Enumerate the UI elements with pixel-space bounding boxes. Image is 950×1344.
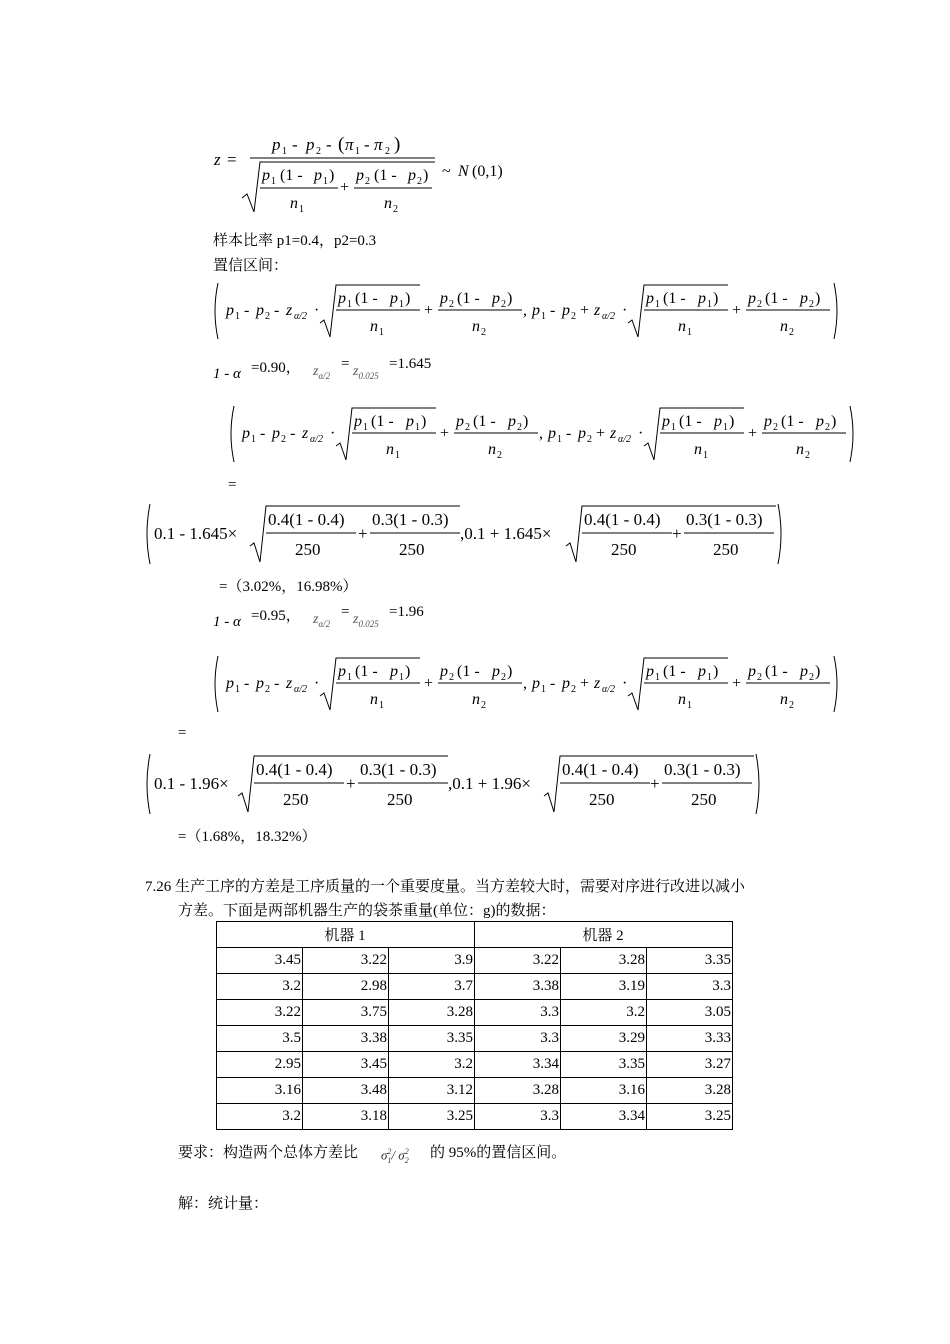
svg-text:(1 -: (1 -: [663, 663, 686, 680]
svg-text:2: 2: [789, 700, 794, 711]
table-cell: 3.38: [303, 1026, 389, 1052]
svg-text:2: 2: [417, 176, 422, 187]
svg-text:p: p: [406, 413, 414, 430]
svg-text:z: z: [610, 425, 617, 442]
svg-text:1: 1: [347, 672, 352, 683]
svg-text:p: p: [508, 413, 516, 430]
svg-text:1: 1: [347, 299, 352, 310]
svg-text:1: 1: [251, 434, 256, 445]
table-cell: 3.3: [475, 1026, 561, 1052]
svg-text:1: 1: [299, 204, 304, 215]
svg-text:2: 2: [281, 434, 286, 445]
table-cell: 3.28: [475, 1078, 561, 1104]
svg-text:·: ·: [622, 675, 628, 692]
svg-text:α/2: α/2: [310, 434, 324, 445]
svg-text:1: 1: [541, 311, 546, 322]
svg-text:(0,1): (0,1): [472, 163, 503, 180]
svg-text:(1 -: (1 -: [765, 663, 788, 680]
table-cell: 3.2: [217, 1104, 303, 1130]
table-cell: 3.45: [303, 1052, 389, 1078]
svg-text:): ): [421, 413, 427, 430]
svg-text:p: p: [492, 663, 500, 680]
svg-text:n: n: [488, 441, 496, 458]
svg-text:1: 1: [379, 327, 384, 338]
svg-text:+: +: [424, 675, 434, 692]
svg-text:(1 -: (1 -: [374, 167, 397, 184]
table-cell: 3.45: [217, 948, 303, 974]
svg-text:-: -: [326, 135, 332, 154]
table-row: [217, 1078, 733, 1104]
table-cell: 3.25: [389, 1104, 475, 1130]
table-cell: 3.75: [303, 1000, 389, 1026]
svg-text:0.4(1 - 0.4): 0.4(1 - 0.4): [268, 510, 345, 529]
svg-text:+: +: [732, 302, 742, 319]
table-cell: 3.3: [475, 1000, 561, 1026]
svg-text:): ): [831, 413, 837, 430]
svg-text:(1 -: (1 -: [280, 167, 303, 184]
svg-text:): ): [405, 290, 411, 307]
svg-text:p: p: [226, 302, 234, 319]
header-machine-1: 机器 1: [217, 922, 475, 948]
ci-label: 置信区间：: [213, 258, 289, 274]
table-cell: 3.5: [217, 1026, 303, 1052]
svg-text:n: n: [678, 691, 686, 708]
table-cell: 3.9: [389, 948, 475, 974]
svg-text:1: 1: [557, 434, 562, 445]
svg-text:(1 -: (1 -: [355, 290, 378, 307]
table-cell: 3.34: [561, 1104, 647, 1130]
alpha-095-line: 1 - α =0.95， $z_{\alpha/2}$ = $z_{0.025}$ =1.96: [213, 604, 424, 630]
table-cell: 3.3: [647, 974, 733, 1000]
svg-text:): ): [713, 663, 719, 680]
svg-text:(: (: [338, 134, 345, 155]
svg-text:250: 250: [283, 790, 309, 809]
svg-text:2: 2: [449, 299, 454, 310]
svg-text:α/2: α/2: [618, 434, 632, 445]
svg-text:-: -: [566, 425, 572, 442]
svg-text:~: ~: [442, 163, 451, 180]
svg-text:2: 2: [316, 146, 321, 157]
ci-formula-3: [210, 652, 842, 718]
svg-text:,: ,: [523, 302, 527, 319]
svg-text:0.4(1 - 0.4): 0.4(1 - 0.4): [562, 760, 639, 779]
svg-text:250: 250: [611, 540, 637, 559]
svg-text:+: +: [346, 774, 356, 793]
svg-text:α/2: α/2: [294, 311, 308, 322]
table-cell: 3.35: [647, 948, 733, 974]
svg-text:1: 1: [707, 299, 712, 310]
table-row: [217, 1052, 733, 1078]
svg-text:z: z: [302, 425, 309, 442]
header-machine-2: 机器 2: [475, 922, 733, 948]
table-cell: 3.38: [475, 974, 561, 1000]
svg-text:250: 250: [713, 540, 739, 559]
svg-text:): ): [713, 290, 719, 307]
svg-text:p: p: [272, 425, 280, 442]
svg-text:(1 -: (1 -: [457, 290, 480, 307]
problem-726-line1: 7.26 生产工序的方差是工序质量的一个重要度量。当方差较大时，需要对序进行改进以减小: [145, 879, 746, 895]
svg-text:): ): [523, 413, 529, 430]
svg-text:+: +: [748, 425, 758, 442]
equals-sign-1: =: [228, 477, 237, 493]
svg-text:1: 1: [395, 450, 400, 461]
svg-text:(1 -: (1 -: [457, 663, 480, 680]
svg-text:2: 2: [265, 311, 270, 322]
table-cell: 3.05: [647, 1000, 733, 1026]
svg-text:2: 2: [481, 327, 486, 338]
result-90: =（3.02%，16.98%）: [219, 579, 358, 595]
svg-text:·: ·: [622, 302, 628, 319]
svg-text:(1 -: (1 -: [355, 663, 378, 680]
result-95: =（1.68%，18.32%）: [178, 829, 317, 845]
svg-text:1: 1: [415, 422, 420, 433]
svg-text:2: 2: [805, 450, 810, 461]
svg-text:0.3(1 - 0.3): 0.3(1 - 0.3): [664, 760, 741, 779]
svg-text:p: p: [306, 135, 315, 154]
svg-text:250: 250: [295, 540, 321, 559]
svg-text:2: 2: [501, 672, 506, 683]
svg-text:n: n: [386, 441, 394, 458]
svg-text:N: N: [458, 163, 469, 180]
table-cell: 3.35: [389, 1026, 475, 1052]
svg-text:p: p: [800, 290, 808, 307]
svg-text:p: p: [646, 290, 654, 307]
table-cell: 3.2: [389, 1052, 475, 1078]
svg-text:+: +: [580, 302, 590, 319]
alpha-090-line: 1 - α =0.90， $z_{\alpha/2}$ = $z_{0.025}$ =1.645: [213, 356, 432, 382]
svg-text:p: p: [562, 675, 570, 692]
svg-text:+: +: [580, 675, 590, 692]
svg-text:z: z: [286, 675, 293, 692]
svg-text:2: 2: [809, 299, 814, 310]
svg-text:+: +: [596, 425, 606, 442]
svg-text:p: p: [390, 290, 398, 307]
table-cell: 3.18: [303, 1104, 389, 1130]
svg-text:n: n: [780, 318, 788, 335]
table-cell: 3.29: [561, 1026, 647, 1052]
svg-text:p: p: [456, 413, 464, 430]
svg-text:): ): [423, 167, 429, 184]
svg-text:2: 2: [825, 422, 830, 433]
svg-text:p: p: [242, 425, 250, 442]
table-cell: 2.98: [303, 974, 389, 1000]
svg-text:p: p: [816, 413, 824, 430]
svg-text:2: 2: [481, 700, 486, 711]
svg-text:2: 2: [465, 422, 470, 433]
ci-formula-1: [210, 279, 842, 345]
svg-text:p: p: [408, 167, 416, 184]
svg-text:p: p: [578, 425, 586, 442]
svg-text:+: +: [358, 524, 368, 543]
svg-text:p: p: [256, 302, 264, 319]
svg-text:π: π: [345, 135, 354, 154]
svg-text:p: p: [714, 413, 722, 430]
svg-text:0.1 - 1.645×: 0.1 - 1.645×: [154, 524, 238, 543]
svg-text:p: p: [356, 167, 364, 184]
table-cell: 3.27: [647, 1052, 733, 1078]
svg-text:1: 1: [655, 299, 660, 310]
table-cell: 3.33: [647, 1026, 733, 1052]
svg-text:z: z: [594, 675, 601, 692]
table-cell: 3.2: [561, 1000, 647, 1026]
svg-text:p: p: [492, 290, 500, 307]
svg-text:p: p: [262, 167, 270, 184]
svg-text:0.4(1 - 0.4): 0.4(1 - 0.4): [256, 760, 333, 779]
table-row: [217, 1104, 733, 1130]
svg-text:-: -: [274, 302, 280, 319]
svg-text:p: p: [440, 290, 448, 307]
table-cell: 3.7: [389, 974, 475, 1000]
svg-text:2: 2: [265, 684, 270, 695]
svg-text:1: 1: [363, 422, 368, 433]
svg-text:p: p: [272, 135, 281, 154]
equals-sign-2: =: [178, 725, 187, 741]
svg-text:p: p: [354, 413, 362, 430]
svg-text:,: ,: [539, 425, 543, 442]
problem-726-line2: 方差。下面是两部机器生产的袋茶重量(单位：g)的数据：: [178, 903, 556, 919]
svg-text:·: ·: [638, 425, 644, 442]
table-cell: 3.25: [647, 1104, 733, 1130]
svg-text:p: p: [390, 663, 398, 680]
table-cell: 3.28: [647, 1078, 733, 1104]
svg-text:): ): [507, 663, 513, 680]
svg-text:1: 1: [323, 176, 328, 187]
svg-text:2: 2: [571, 311, 576, 322]
svg-text:p: p: [256, 675, 264, 692]
table-row: [217, 948, 733, 974]
svg-text:1: 1: [379, 700, 384, 711]
table-cell: 3.22: [303, 948, 389, 974]
svg-text:0.3(1 - 0.3): 0.3(1 - 0.3): [372, 510, 449, 529]
svg-text:n: n: [370, 691, 378, 708]
table-cell: 3.2: [217, 974, 303, 1000]
svg-text:+: +: [340, 179, 350, 196]
table-cell: 3.48: [303, 1078, 389, 1104]
svg-text:p: p: [532, 302, 540, 319]
table-cell: 3.16: [217, 1078, 303, 1104]
svg-text:-: -: [260, 425, 266, 442]
svg-text:α/2: α/2: [602, 684, 616, 695]
table-cell: 3.28: [389, 1000, 475, 1026]
table-row: [217, 974, 733, 1000]
svg-text:p: p: [440, 663, 448, 680]
svg-text:p: p: [548, 425, 556, 442]
solution-text: 解：统计量：: [178, 1196, 269, 1212]
svg-text:2: 2: [449, 672, 454, 683]
svg-text:1: 1: [723, 422, 728, 433]
svg-text:α/2: α/2: [602, 311, 616, 322]
svg-text:-: -: [550, 302, 556, 319]
svg-text:n: n: [472, 691, 480, 708]
svg-text:): ): [507, 290, 513, 307]
svg-text:p: p: [698, 663, 706, 680]
svg-text:2: 2: [789, 327, 794, 338]
svg-text:1: 1: [671, 422, 676, 433]
svg-text:-: -: [244, 302, 250, 319]
svg-text:n: n: [370, 318, 378, 335]
svg-text:n: n: [290, 195, 298, 212]
svg-text:·: ·: [314, 302, 320, 319]
svg-text:(1 -: (1 -: [473, 413, 496, 430]
svg-text:(1 -: (1 -: [679, 413, 702, 430]
svg-text:1: 1: [399, 672, 404, 683]
svg-text:2: 2: [809, 672, 814, 683]
svg-text:+: +: [672, 524, 682, 543]
table-cell: 3.22: [217, 1000, 303, 1026]
svg-text:2: 2: [393, 204, 398, 215]
svg-text:p: p: [646, 663, 654, 680]
svg-text:250: 250: [387, 790, 413, 809]
svg-text:-: -: [292, 135, 298, 154]
table-cell: 3.16: [561, 1078, 647, 1104]
svg-text:2: 2: [497, 450, 502, 461]
svg-text:p: p: [226, 675, 234, 692]
svg-text:n: n: [384, 195, 392, 212]
svg-text:-: -: [290, 425, 296, 442]
svg-text:z: z: [594, 302, 601, 319]
svg-text:2: 2: [757, 299, 762, 310]
table-row: [217, 1026, 733, 1052]
svg-text:1: 1: [707, 672, 712, 683]
table-cell: 3.12: [389, 1078, 475, 1104]
svg-text:p: p: [748, 290, 756, 307]
svg-text:p: p: [562, 302, 570, 319]
svg-text:1: 1: [687, 327, 692, 338]
svg-text:(1 -: (1 -: [371, 413, 394, 430]
svg-text:0.1 - 1.96×: 0.1 - 1.96×: [154, 774, 229, 793]
svg-text:1: 1: [235, 684, 240, 695]
svg-text:1: 1: [541, 684, 546, 695]
svg-text:p: p: [662, 413, 670, 430]
table-cell: 2.95: [217, 1052, 303, 1078]
requirement-text: 要求：构造两个总体方差比 $\sigma_1^2/$ $\sigma_2^2$ 的 95%的置信区间。: [178, 1145, 567, 1165]
table-cell: 3.28: [561, 948, 647, 974]
ci-formula-2: [226, 402, 858, 468]
svg-text:1: 1: [282, 146, 287, 157]
svg-text:2: 2: [501, 299, 506, 310]
svg-text:α/2: α/2: [294, 684, 308, 695]
svg-text:p: p: [748, 663, 756, 680]
svg-text:-: -: [244, 675, 250, 692]
z-statistic-formula: [210, 128, 530, 220]
sample-ratio-text: 样本比率 p1=0.4，p2=0.3: [213, 233, 377, 249]
svg-text:n: n: [796, 441, 804, 458]
svg-text:2: 2: [587, 434, 592, 445]
svg-text:): ): [815, 663, 821, 680]
svg-text:1: 1: [235, 311, 240, 322]
table-cell: 3.3: [475, 1104, 561, 1130]
svg-text:1: 1: [703, 450, 708, 461]
svg-text:-: -: [274, 675, 280, 692]
svg-text:0.3(1 - 0.3): 0.3(1 - 0.3): [360, 760, 437, 779]
svg-text:p: p: [698, 290, 706, 307]
svg-text:+: +: [650, 774, 660, 793]
svg-text:2: 2: [773, 422, 778, 433]
svg-text:0.3(1 - 0.3): 0.3(1 - 0.3): [686, 510, 763, 529]
svg-text:250: 250: [691, 790, 717, 809]
svg-text:2: 2: [757, 672, 762, 683]
table-cell: 3.34: [475, 1052, 561, 1078]
table-cell: 3.22: [475, 948, 561, 974]
svg-text:+: +: [440, 425, 450, 442]
svg-text:): ): [405, 663, 411, 680]
svg-text:,: ,: [523, 675, 527, 692]
svg-text:p: p: [800, 663, 808, 680]
svg-text:z: z: [286, 302, 293, 319]
svg-text:2: 2: [571, 684, 576, 695]
table-cell: 3.19: [561, 974, 647, 1000]
svg-text:n: n: [472, 318, 480, 335]
svg-text:·: ·: [314, 675, 320, 692]
svg-text:·: ·: [330, 425, 336, 442]
svg-text:250: 250: [399, 540, 425, 559]
svg-text:-: -: [364, 135, 370, 154]
tea-weight-table: [216, 921, 733, 1130]
svg-text:): ): [394, 134, 401, 155]
numeric-ci-formula-1: [142, 500, 792, 568]
svg-text:p: p: [532, 675, 540, 692]
svg-text:,0.1 + 1.645×: ,0.1 + 1.645×: [460, 524, 552, 543]
svg-text:): ): [815, 290, 821, 307]
svg-text:n: n: [678, 318, 686, 335]
svg-text:250: 250: [589, 790, 615, 809]
svg-text:-: -: [550, 675, 556, 692]
svg-text:=: =: [227, 150, 237, 169]
svg-text:π: π: [374, 135, 383, 154]
svg-text:p: p: [338, 290, 346, 307]
svg-text:1: 1: [687, 700, 692, 711]
svg-text:z: z: [214, 150, 221, 169]
svg-text:p: p: [338, 663, 346, 680]
svg-text:1: 1: [399, 299, 404, 310]
svg-text:2: 2: [517, 422, 522, 433]
svg-text:,0.1 + 1.96×: ,0.1 + 1.96×: [448, 774, 531, 793]
svg-text:(1 -: (1 -: [663, 290, 686, 307]
svg-text:p: p: [764, 413, 772, 430]
svg-text:(1 -: (1 -: [781, 413, 804, 430]
svg-text:n: n: [694, 441, 702, 458]
svg-text:1: 1: [655, 672, 660, 683]
table-cell: 3.35: [561, 1052, 647, 1078]
svg-text:+: +: [424, 302, 434, 319]
svg-text:+: +: [732, 675, 742, 692]
svg-text:p: p: [314, 167, 322, 184]
svg-text:1: 1: [355, 146, 360, 157]
numeric-ci-formula-2: [142, 750, 772, 818]
svg-text:2: 2: [365, 176, 370, 187]
svg-text:(1 -: (1 -: [765, 290, 788, 307]
svg-text:2: 2: [385, 146, 390, 157]
svg-text:0.4(1 - 0.4): 0.4(1 - 0.4): [584, 510, 661, 529]
svg-text:1: 1: [271, 176, 276, 187]
svg-text:): ): [729, 413, 735, 430]
svg-text:n: n: [780, 691, 788, 708]
table-row: [217, 1000, 733, 1026]
svg-text:): ): [329, 167, 335, 184]
